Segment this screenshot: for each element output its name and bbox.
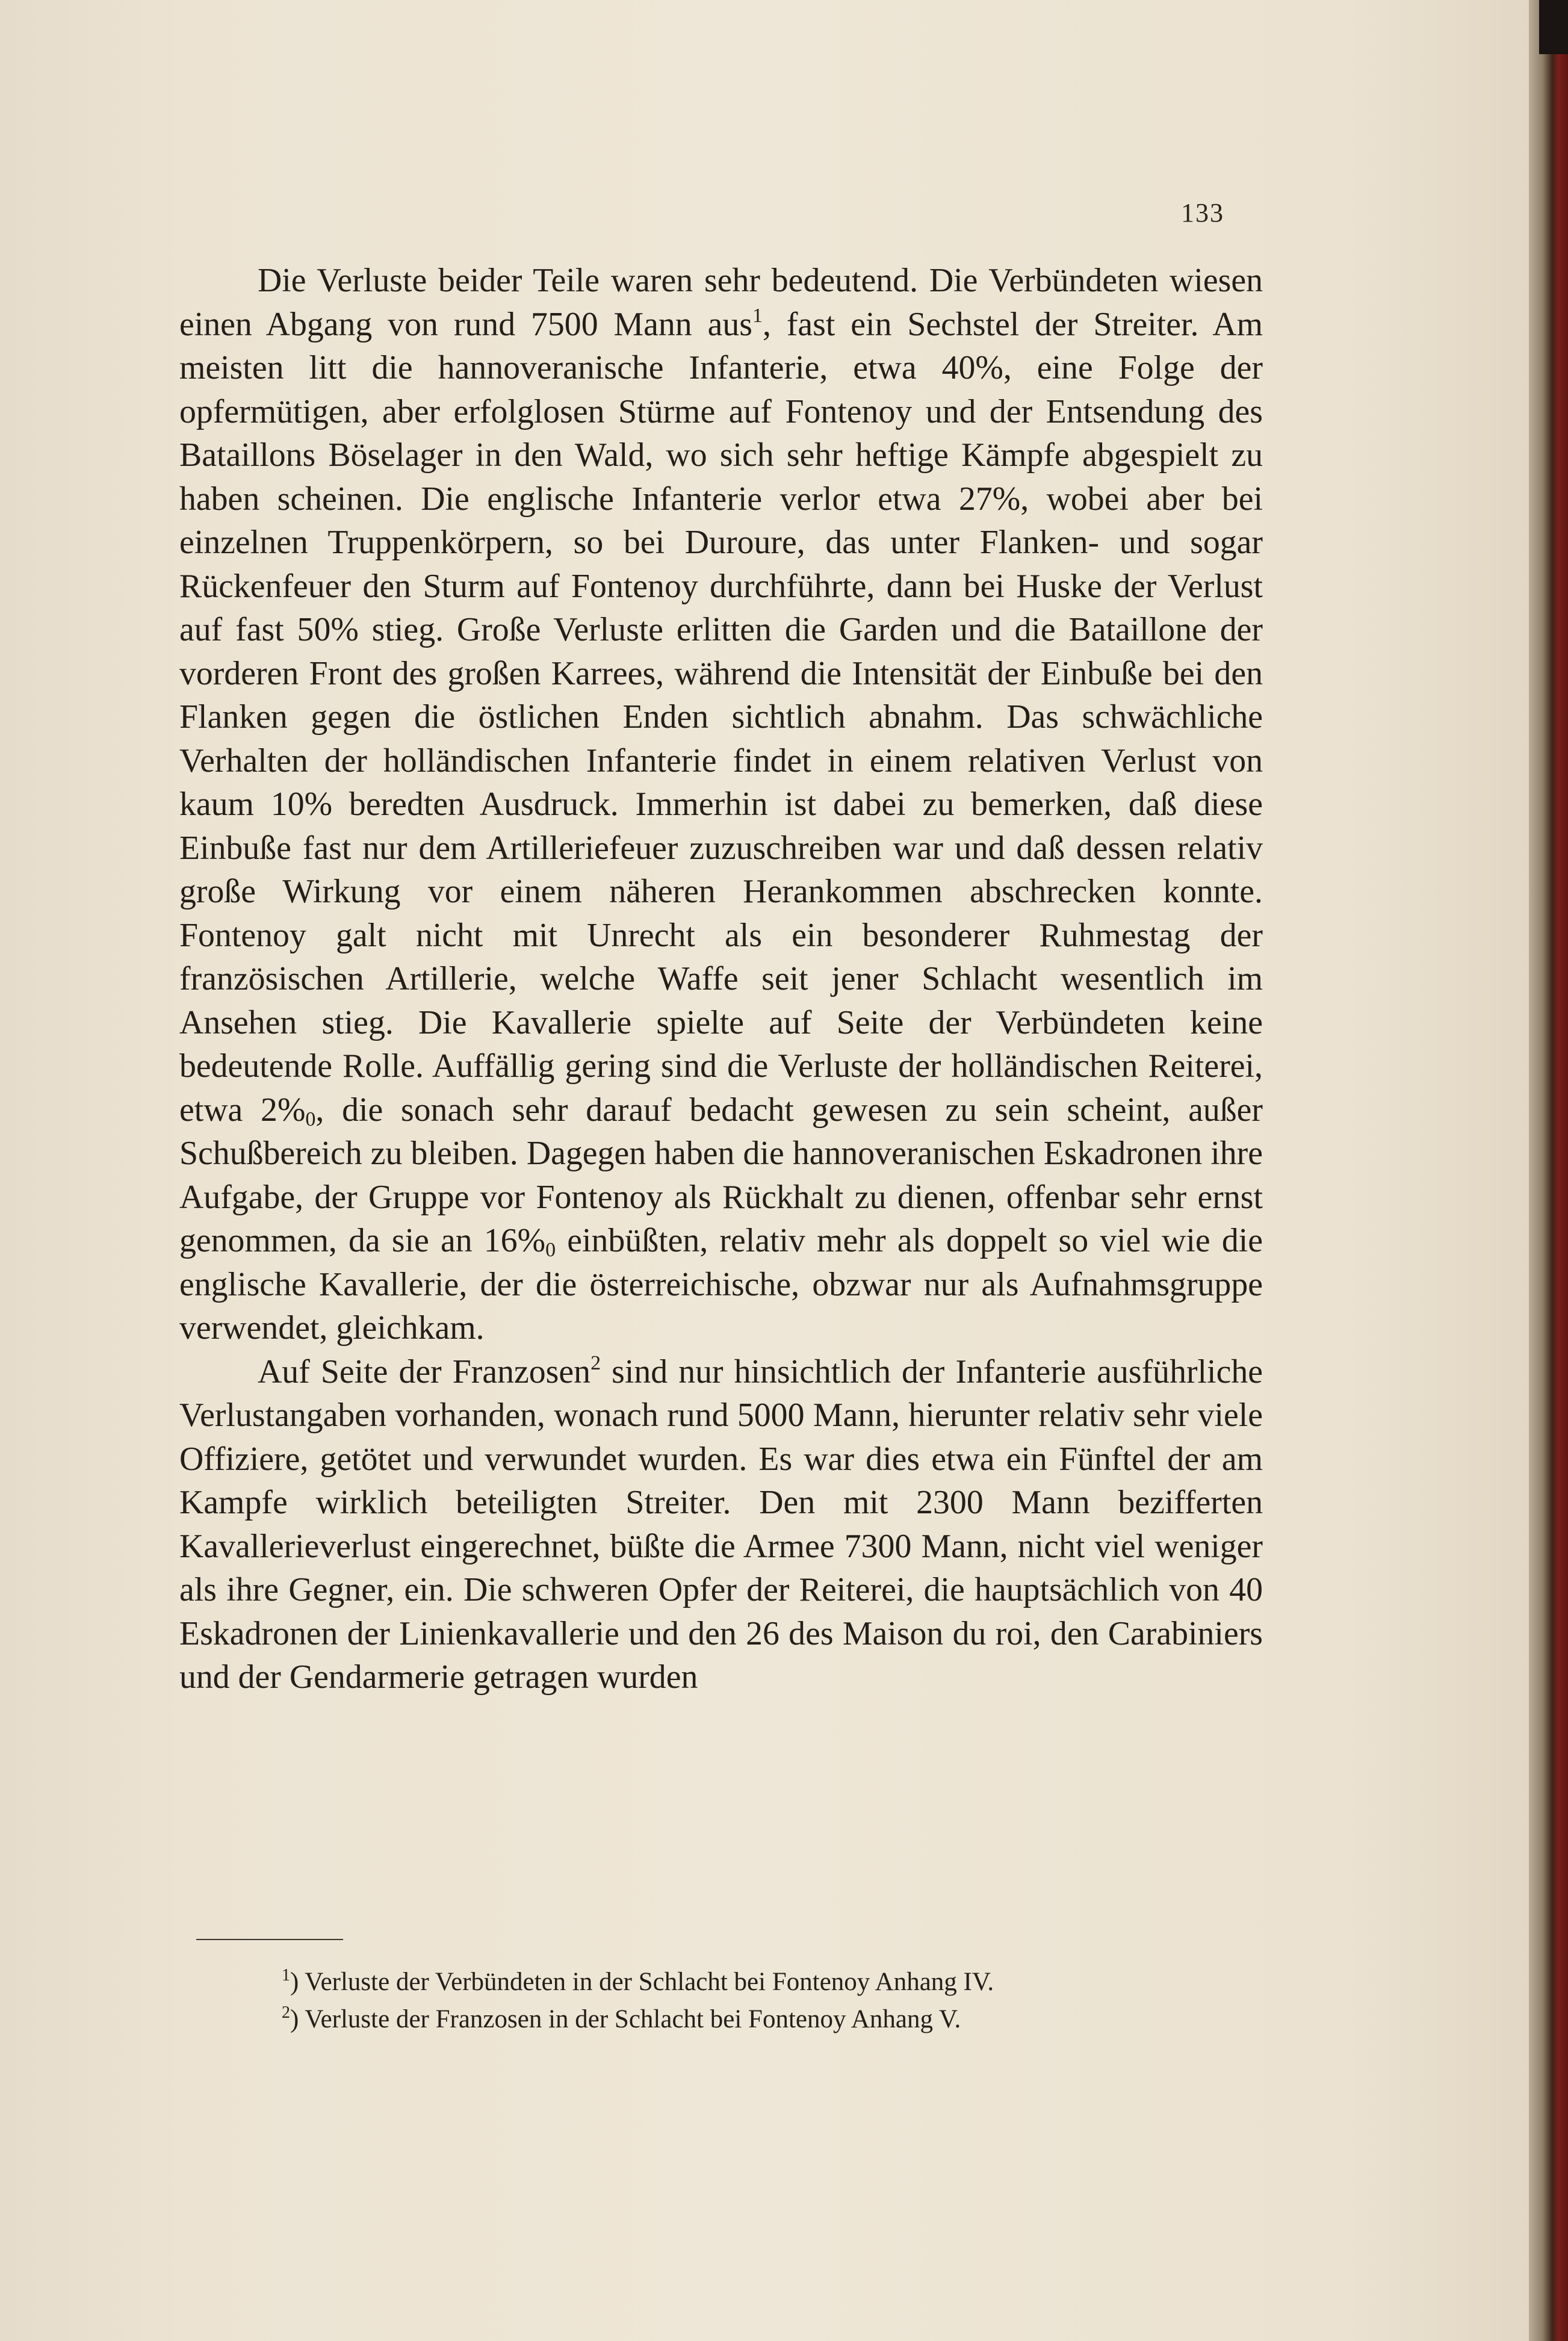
binding-corner xyxy=(1539,0,1568,54)
main-text xyxy=(179,259,1263,1699)
footnote-1: $^1$) Verluste der Verbündeten in der Schlacht bei Fontenoy Anhang IV. xyxy=(282,1966,994,1996)
paragraph-1-text-d: einbüßten, relativ mehr als doppelt so viel wie die englische Kavallerie, der die österreichische, obzwar nur als Aufnahmsgruppe verwendet, gleichkam. xyxy=(179,1222,1263,1347)
page-number: 133 xyxy=(1181,198,1224,228)
footnote-divider xyxy=(196,1939,343,1940)
percent-sign-a: % xyxy=(277,1091,306,1129)
footnote-1-mark: 1 xyxy=(282,1966,290,1985)
paragraph-2-text-a: Auf Seite der Franzosen xyxy=(258,1353,591,1391)
percent-subscript-a: 0 xyxy=(305,1108,316,1130)
paragraph-1 xyxy=(179,259,1263,1350)
footnote-1-text: Verluste der Verbündeten in der Schlacht bei Fontenoy Anhang IV. xyxy=(305,1968,994,1996)
paragraph-2 xyxy=(179,1350,1263,1699)
paragraph-1-text-b: , fast ein Sechstel der Streiter. Am meisten litt die hannoveranische Infanterie, etwa 40%, eine Folge der opfermütigen, aber erfolglosen Stürme auf Fontenoy und der Entsendung des Bataillons Böselager in den Wald, wo sich sehr heftige Kämpfe abgespielt zu haben scheinen. Die englische Infanterie verlor etwa 27%, wobei aber bei einzelnen Truppenkörpern, so bei Duroure, das unter Flanken- und sogar Rückenfeuer den Sturm auf Fontenoy durchführte, dann bei Huske der Verlust auf fast 50% stieg. Große Verluste erlitten die Garden und die Bataillone der vorderen Front des großen Karrees, während die Intensität der Einbuße bei den Flanken gegen die östlichen Enden sichtlich abnahm. Das schwächliche Verhalten der holländischen Infanterie findet in einem relativen Verlust von kaum 10% beredten Ausdruck. Immerhin ist dabei zu bemerken, daß diese Einbuße fast nur dem Artilleriefeuer zuzuschreiben war und daß dessen relativ große Wirkung vor einem näheren Herankommen abschrecken konnte. Fontenoy galt nicht mit Unrecht als ein besonderer Ruhmestag der französischen Artillerie, welche Waffe seit jener Schlacht wesentlich im Ansehen stieg. Die Kavallerie spielte auf Seite der Verbündeten keine bedeutende Rolle. Auffällig gering sind die Verluste der holländischen Reiterei, etwa 2 xyxy=(179,305,1263,1129)
footnotes xyxy=(282,1964,1281,2038)
percent-sign-b: % xyxy=(517,1222,546,1259)
paragraph-1-text-c: , die sonach sehr darauf bedacht gewesen zu sein scheint, außer Schußbereich zu bleiben. Dagegen haben die hannoveranischen Eskadronen ihre Aufgabe, der Gruppe vor Fontenoy als Rückhalt zu dienen, offenbar sehr ernst genommen, da sie an 16 xyxy=(179,1091,1263,1259)
footnote-2: $^2$) Verluste der Franzosen in der Schlacht bei Fontenoy Anhang V. xyxy=(282,2003,961,2033)
footnote-2-text: Verluste der Franzosen in der Schlacht bei Fontenoy Anhang V. xyxy=(305,2005,961,2033)
footnote-ref-1: 1 xyxy=(752,304,763,327)
paragraph-1-text-a: Die Verluste beider Teile waren sehr bedeutend. Die Verbündeten wiesen einen Abgang von rund 7500 Mann aus xyxy=(179,262,1263,343)
footnote-2-mark: 2 xyxy=(282,2003,290,2022)
percent-subscript-b: 0 xyxy=(545,1239,556,1261)
footnote-ref-2: 2 xyxy=(590,1351,601,1374)
book-spine-edge xyxy=(1529,0,1568,2341)
paragraph-2-text-b: sind nur hinsichtlich der Infanterie ausführliche Verlustangaben vorhanden, wonach rund 5000 Mann, hierunter relativ sehr viele Offiziere, getötet und verwundet wurden. Es war dies etwa ein Fünftel der am Kampfe wirklich beteiligten Streiter. Den mit 2300 Mann bezifferten Kavallerieverlust eingerechnet, büßte die Armee 7300 Mann, nicht viel weniger als ihre Gegner, ein. Die schweren Opfer der Reiterei, die hauptsächlich von 40 Eskadronen der Linienkavallerie und den 26 des Maison du roi, den Carabiniers und der Gendarmerie getragen wurden xyxy=(179,1353,1263,1696)
